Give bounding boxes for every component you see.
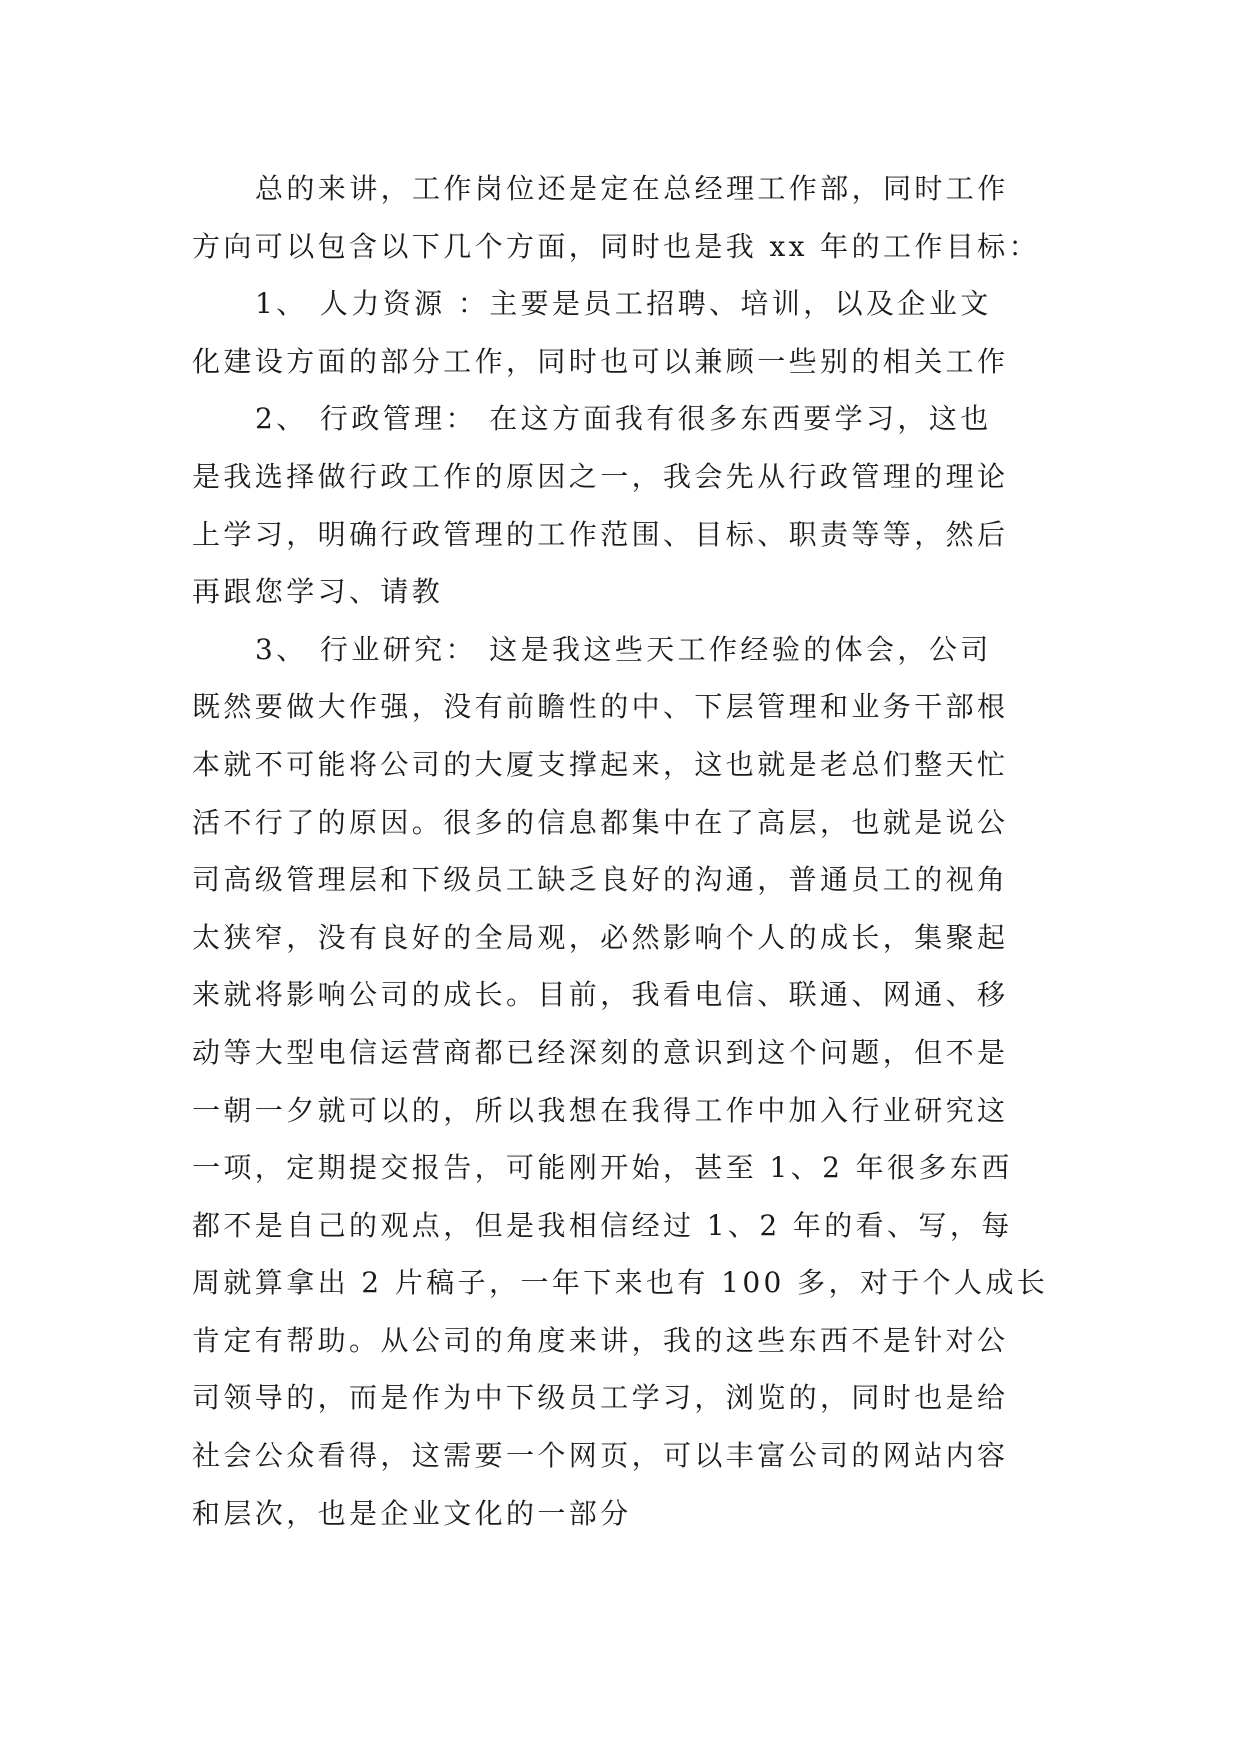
paragraph-line: 是我选择做行政工作的原因之一，我会先从行政管理的理论 [192, 459, 1009, 493]
paragraph-line: 司高级管理层和下级员工缺乏良好的沟通，普通员工的视角 [192, 863, 1009, 897]
paragraph-line: 本就不可能将公司的大厦支撑起来，这也就是老总们整天忙 [192, 747, 1009, 781]
paragraph-line: 社会公众看得，这需要一个网页，可以丰富公司的网站内容 [192, 1439, 1009, 1473]
paragraph-item-3 [192, 621, 1072, 1543]
paragraph-item-1 [192, 275, 1072, 390]
paragraph-line: 一项，定期提交报告，可能刚开始，甚至 1、2 年很多东西 [192, 1151, 1013, 1185]
paragraph-line: 一朝一夕就可以的，所以我想在我得工作中加入行业研究这 [192, 1093, 1009, 1127]
paragraph-line: 2、 行政管理： 在这方面我有很多东西要学习，这也 [255, 402, 992, 436]
paragraph-line: 周就算拿出 2 片稿子，一年下来也有 100 多，对于个人成长 [192, 1266, 1049, 1300]
paragraph-line: 再跟您学习、请教 [192, 575, 444, 609]
paragraph-intro [192, 160, 1072, 275]
paragraph-line: 和层次，也是企业文化的一部分 [192, 1496, 632, 1530]
paragraph-line: 活不行了的原因。很多的信息都集中在了高层，也就是说公 [192, 805, 1009, 839]
paragraph-line: 太狭窄，没有良好的全局观，必然影响个人的成长，集聚起 [192, 920, 1009, 954]
paragraph-line: 肯定有帮助。从公司的角度来讲，我的这些东西不是针对公 [192, 1323, 1009, 1357]
paragraph-line: 来就将影响公司的成长。目前，我看电信、联通、网通、移 [192, 978, 1009, 1012]
paragraph-line: 既然要做大作强，没有前瞻性的中、下层管理和业务干部根 [192, 690, 1009, 724]
paragraph-item-2 [192, 390, 1072, 620]
paragraph-line: 动等大型电信运营商都已经深刻的意识到这个问题，但不是 [192, 1035, 1009, 1069]
paragraph-line: 上学习，明确行政管理的工作范围、目标、职责等等，然后 [192, 517, 1009, 551]
paragraph-line: 3、 行业研究： 这是我这些天工作经验的体会，公司 [255, 632, 992, 666]
paragraph-line: 1、 人力资源 ：主要是员工招聘、培训，以及企业文 [255, 287, 992, 321]
document-body [192, 160, 1072, 1542]
paragraph-line: 方向可以包含以下几个方面，同时也是我 xx 年的工作目标： [192, 229, 1040, 263]
paragraph-line: 化建设方面的部分工作，同时也可以兼顾一些别的相关工作 [192, 344, 1009, 378]
paragraph-line: 司领导的，而是作为中下级员工学习，浏览的，同时也是给 [192, 1381, 1009, 1415]
paragraph-line: 都不是自己的观点，但是我相信经过 1、2 年的看、写，每 [192, 1208, 1013, 1242]
paragraph-line: 总的来讲，工作岗位还是定在总经理工作部，同时工作 [255, 172, 1009, 205]
